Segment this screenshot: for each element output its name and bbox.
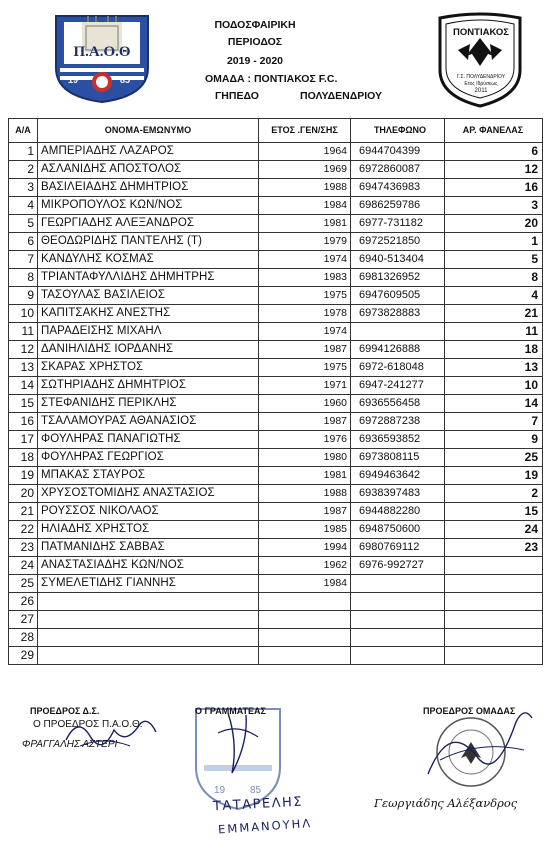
player-name: ΣΚΑΡΑΣ ΧΡΗΣΤΟΣ <box>38 359 259 377</box>
jersey-number <box>445 557 543 575</box>
player-name: ΦΟΥΛΗΡΑΣ ΠΑΝΑΓΙΩΤΗΣ <box>38 431 259 449</box>
player-name: ΜΙΚΡΟΠΟΥΛΟΣ ΚΩΝ/ΝΟΣ <box>38 197 259 215</box>
player-name: ΓΕΩΡΓΙΑΔΗΣ ΑΛΕΞΑΝΔΡΟΣ <box>38 215 259 233</box>
table-row <box>9 323 543 341</box>
document-subtitle: ΠΕΡΙΟΔΟΣ <box>227 36 283 48</box>
player-name: ΚΑΠΙΤΣΑΚΗΣ ΑΝΕΣΤΗΣ <box>38 305 259 323</box>
player-name <box>38 611 259 629</box>
row-number: 25 <box>9 575 38 593</box>
row-number: 20 <box>9 485 38 503</box>
table-row <box>9 305 543 323</box>
jersey-number: 6 <box>445 143 543 161</box>
birth-year: 1985 <box>259 521 351 539</box>
row-number: 7 <box>9 251 38 269</box>
row-number: 2 <box>9 161 38 179</box>
birth-year <box>259 647 351 665</box>
jersey-number <box>445 629 543 647</box>
phone-number: 6972887238 <box>351 413 445 431</box>
phone-number <box>351 647 445 665</box>
secretary-handwritten-firstname: ΕΜΜΑΝΟΥΗΛ <box>217 815 313 837</box>
birth-year <box>259 593 351 611</box>
player-name: ΜΠΑΚΑΣ ΣΤΑΥΡΟΣ <box>38 467 259 485</box>
pontiakos-logo-text: ΠΟΝΤΙΑΚΟΣ <box>453 27 509 38</box>
phone-number: 6977-731182 <box>351 215 445 233</box>
jersey-number: 11 <box>445 323 543 341</box>
team-president-signature <box>420 700 540 790</box>
table-row <box>9 647 543 665</box>
player-name: ΑΝΑΣΤΑΣΙΑΔΗΣ ΚΩΝ/ΝΟΣ <box>38 557 259 575</box>
jersey-number: 9 <box>445 431 543 449</box>
birth-year: 1964 <box>259 143 351 161</box>
jersey-number <box>445 647 543 665</box>
jersey-number: 4 <box>445 287 543 305</box>
jersey-number: 8 <box>445 269 543 287</box>
row-number: 16 <box>9 413 38 431</box>
birth-year: 1979 <box>259 233 351 251</box>
birth-year: 1994 <box>259 539 351 557</box>
paoth-logo-year-right: 85 <box>120 75 131 85</box>
birth-year: 1975 <box>259 287 351 305</box>
player-name: ΤΡΙΑΝΤΑΦΥΛΛΙΔΗΣ ΔΗΜΗΤΡΗΣ <box>38 269 259 287</box>
birth-year: 1971 <box>259 377 351 395</box>
row-number: 15 <box>9 395 38 413</box>
phone-number: 6972521850 <box>351 233 445 251</box>
pontiakos-logo-sub: Ετος Ιδρύσεως <box>464 81 498 87</box>
row-number: 12 <box>9 341 38 359</box>
header-year: ΕΤΟΣ .ΓΕΝ/ΣΗΣ <box>259 119 351 143</box>
birth-year: 1988 <box>259 485 351 503</box>
player-name <box>38 629 259 647</box>
table-row <box>9 233 543 251</box>
player-name: ΣΩΤΗΡΙΑΔΗΣ ΔΗΜΗΤΡΙΟΣ <box>38 377 259 395</box>
phone-number: 6949463642 <box>351 467 445 485</box>
player-name: ΦΟΥΛΗΡΑΣ ΓΕΩΡΓΙΟΣ <box>38 449 259 467</box>
table-row <box>9 539 543 557</box>
birth-year: 1978 <box>259 305 351 323</box>
row-number: 26 <box>9 593 38 611</box>
birth-year: 1987 <box>259 503 351 521</box>
player-name: ΗΛΙΑΔΗΣ ΧΡΗΣΤΟΣ <box>38 521 259 539</box>
player-name: ΒΑΣΙΛΕΙΑΔΗΣ ΔΗΜΗΤΡΙΟΣ <box>38 179 259 197</box>
phone-number: 6940-513404 <box>351 251 445 269</box>
jersey-number: 23 <box>445 539 543 557</box>
table-row <box>9 251 543 269</box>
birth-year <box>259 629 351 647</box>
birth-year: 1969 <box>259 161 351 179</box>
birth-year: 1974 <box>259 251 351 269</box>
jersey-number: 5 <box>445 251 543 269</box>
header-jersey: ΑΡ. ΦΑΝΕΛΑΣ <box>445 119 543 143</box>
row-number: 28 <box>9 629 38 647</box>
phone-number: 6986259786 <box>351 197 445 215</box>
table-row <box>9 269 543 287</box>
phone-number: 6980769112 <box>351 539 445 557</box>
row-number: 23 <box>9 539 38 557</box>
row-number: 21 <box>9 503 38 521</box>
birth-year: 1976 <box>259 431 351 449</box>
phone-number: 6938397483 <box>351 485 445 503</box>
paoth-logo-year-left: 19 <box>68 75 79 85</box>
president-paoth-name: ΦΡΑΓΓΑΛΗΣ ΑΣΤΕΡΙ <box>22 739 118 750</box>
phone-number: 6972860087 <box>351 161 445 179</box>
birth-year: 1987 <box>259 413 351 431</box>
player-name: ΑΜΠΕΡΙΑΔΗΣ ΛΑΖΑΡΟΣ <box>38 143 259 161</box>
roster-table <box>8 118 543 665</box>
birth-year: 1975 <box>259 359 351 377</box>
phone-number: 6936556458 <box>351 395 445 413</box>
table-row <box>9 467 543 485</box>
table-row <box>9 431 543 449</box>
birth-year: 1974 <box>259 323 351 341</box>
player-name: ΤΑΣΟΥΛΑΣ ΒΑΣΙΛΕΙΟΣ <box>38 287 259 305</box>
president-board-label: ΠΡΟΕΔΡΟΣ Δ.Σ. <box>30 706 100 716</box>
player-name: ΚΑΝΔΥΛΗΣ ΚΟΣΜΑΣ <box>38 251 259 269</box>
player-name: ΣΤΕΦΑΝΙΔΗΣ ΠΕΡΙΚΛΗΣ <box>38 395 259 413</box>
table-row <box>9 377 543 395</box>
player-name: ΡΟΥΣΣΟΣ ΝΙΚΟΛΑΟΣ <box>38 503 259 521</box>
jersey-number: 1 <box>445 233 543 251</box>
phone-number <box>351 629 445 647</box>
row-number: 3 <box>9 179 38 197</box>
table-row <box>9 215 543 233</box>
jersey-number: 19 <box>445 467 543 485</box>
birth-year: 1980 <box>259 449 351 467</box>
birth-year: 1987 <box>259 341 351 359</box>
row-number: 27 <box>9 611 38 629</box>
row-number: 19 <box>9 467 38 485</box>
birth-year <box>259 611 351 629</box>
header-name: ΟΝΟΜΑ-ΕΜΩΝΥΜΟ <box>38 119 259 143</box>
row-number: 14 <box>9 377 38 395</box>
svg-text:19: 19 <box>214 785 226 796</box>
document-title: ΠΟΔΟΣΦΑΙΡΙΚΗ <box>214 19 296 31</box>
president-paoth-label: Ο ΠΡΟΕΔΡΟΣ Π.Α.Ο.Θ. <box>33 719 143 730</box>
row-number: 17 <box>9 431 38 449</box>
table-row <box>9 161 543 179</box>
table-row <box>9 575 543 593</box>
field-value: ΠΟΛΥΔΕΝΔΡΙΟΥ <box>300 90 383 102</box>
player-name: ΧΡΥΣΟΣΤΟΜΙΔΗΣ ΑΝΑΣΤΑΣΙΟΣ <box>38 485 259 503</box>
birth-year: 1981 <box>259 467 351 485</box>
table-row <box>9 359 543 377</box>
header-aa: Α/Α <box>9 119 38 143</box>
field-label: ΓΗΠΕΔΟ <box>215 90 259 102</box>
player-name: ΤΣΑΛΑΜΟΥΡΑΣ ΑΘΑΝΑΣΙΟΣ <box>38 413 259 431</box>
player-name <box>38 593 259 611</box>
table-row <box>9 413 543 431</box>
table-row <box>9 557 543 575</box>
phone-number: 6947436983 <box>351 179 445 197</box>
table-header-row <box>9 119 543 143</box>
jersey-number: 14 <box>445 395 543 413</box>
table-row <box>9 287 543 305</box>
table-row <box>9 503 543 521</box>
row-number: 24 <box>9 557 38 575</box>
jersey-number: 20 <box>445 215 543 233</box>
row-number: 18 <box>9 449 38 467</box>
player-name: ΠΑΡΑΔΕΙΣΗΣ ΜΙΧΑΗΛ <box>38 323 259 341</box>
jersey-number: 12 <box>445 161 543 179</box>
paoth-logo-text: Π.Α.Ο.Θ <box>73 44 131 60</box>
phone-number <box>351 575 445 593</box>
team-president-label: ΠΡΟΕΔΡΟΣ ΟΜΑΔΑΣ <box>423 706 516 716</box>
row-number: 10 <box>9 305 38 323</box>
phone-number <box>351 611 445 629</box>
birth-year: 1984 <box>259 197 351 215</box>
jersey-number <box>445 611 543 629</box>
jersey-number: 7 <box>445 413 543 431</box>
team-line: ΟΜΑΔΑ : ΠΟΝΤΙΑΚΟΣ F.C. <box>205 73 338 85</box>
player-name: ΠΑΤΜΑΝΙΔΗΣ ΣΑΒΒΑΣ <box>38 539 259 557</box>
phone-number: 6981326952 <box>351 269 445 287</box>
phone-number: 6944882280 <box>351 503 445 521</box>
table-row <box>9 179 543 197</box>
table-row <box>9 449 543 467</box>
player-name: ΑΣΛΑΝΙΔΗΣ ΑΠΟΣΤΟΛΟΣ <box>38 161 259 179</box>
birth-year: 1960 <box>259 395 351 413</box>
phone-number: 6947609505 <box>351 287 445 305</box>
jersey-number: 10 <box>445 377 543 395</box>
svg-text:85: 85 <box>250 785 262 796</box>
phone-number: 6936593852 <box>351 431 445 449</box>
phone-number <box>351 593 445 611</box>
birth-year: 1981 <box>259 215 351 233</box>
phone-number: 6947-241277 <box>351 377 445 395</box>
jersey-number: 15 <box>445 503 543 521</box>
jersey-number <box>445 593 543 611</box>
president-signature <box>60 706 160 756</box>
team-president-name: Γεωργιάδης Αλέξανδρος <box>374 796 518 810</box>
jersey-number: 2 <box>445 485 543 503</box>
row-number: 22 <box>9 521 38 539</box>
player-name: ΣΥΜΕΛΕΤΙΔΗΣ ΓΙΑΝΝΗΣ <box>38 575 259 593</box>
row-number: 4 <box>9 197 38 215</box>
table-row <box>9 611 543 629</box>
jersey-number: 13 <box>445 359 543 377</box>
jersey-number: 21 <box>445 305 543 323</box>
roster-body <box>9 143 543 665</box>
jersey-number: 24 <box>445 521 543 539</box>
phone-number: 6976-992727 <box>351 557 445 575</box>
birth-year: 1962 <box>259 557 351 575</box>
phone-number: 6944704399 <box>351 143 445 161</box>
birth-year: 1988 <box>259 179 351 197</box>
jersey-number: 16 <box>445 179 543 197</box>
phone-number: 6948750600 <box>351 521 445 539</box>
table-row <box>9 395 543 413</box>
row-number: 9 <box>9 287 38 305</box>
table-row <box>9 629 543 647</box>
player-name: ΔΑΝΙΗΛΙΔΗΣ ΙΟΡΔΑΝΗΣ <box>38 341 259 359</box>
phone-number: 6973828883 <box>351 305 445 323</box>
phone-number: 6973808115 <box>351 449 445 467</box>
row-number: 29 <box>9 647 38 665</box>
row-number: 1 <box>9 143 38 161</box>
player-name <box>38 647 259 665</box>
table-row <box>9 593 543 611</box>
phone-number: 6994126888 <box>351 341 445 359</box>
pontiakos-logo-year: 2011 <box>474 88 488 94</box>
header-phone: ΤΗΛΕΦΩΝΟ <box>351 119 445 143</box>
jersey-number: 18 <box>445 341 543 359</box>
season: 2019 - 2020 <box>226 55 284 67</box>
table-row <box>9 485 543 503</box>
row-number: 6 <box>9 233 38 251</box>
jersey-number <box>445 575 543 593</box>
birth-year: 1984 <box>259 575 351 593</box>
secretary-label: Ο ΓΡΑΜΜΑΤΕΑΣ <box>195 706 266 716</box>
player-name: ΘΕΟΔΩΡΙΔΗΣ ΠΑΝΤΕΛΗΣ (Τ) <box>38 233 259 251</box>
table-row <box>9 197 543 215</box>
row-number: 8 <box>9 269 38 287</box>
jersey-number: 3 <box>445 197 543 215</box>
table-row <box>9 341 543 359</box>
secretary-handwritten-surname: ΤΑΤΑΡΕΛΗΣ <box>212 794 304 815</box>
row-number: 13 <box>9 359 38 377</box>
row-number: 11 <box>9 323 38 341</box>
phone-number <box>351 323 445 341</box>
table-row <box>9 143 543 161</box>
table-row <box>9 521 543 539</box>
birth-year: 1983 <box>259 269 351 287</box>
phone-number: 6972-618048 <box>351 359 445 377</box>
jersey-number: 25 <box>445 449 543 467</box>
row-number: 5 <box>9 215 38 233</box>
pontiakos-logo-ring: Γ.Σ. ΠΟΛΥΔΕΝΔΡΙΟΥ <box>456 74 506 80</box>
